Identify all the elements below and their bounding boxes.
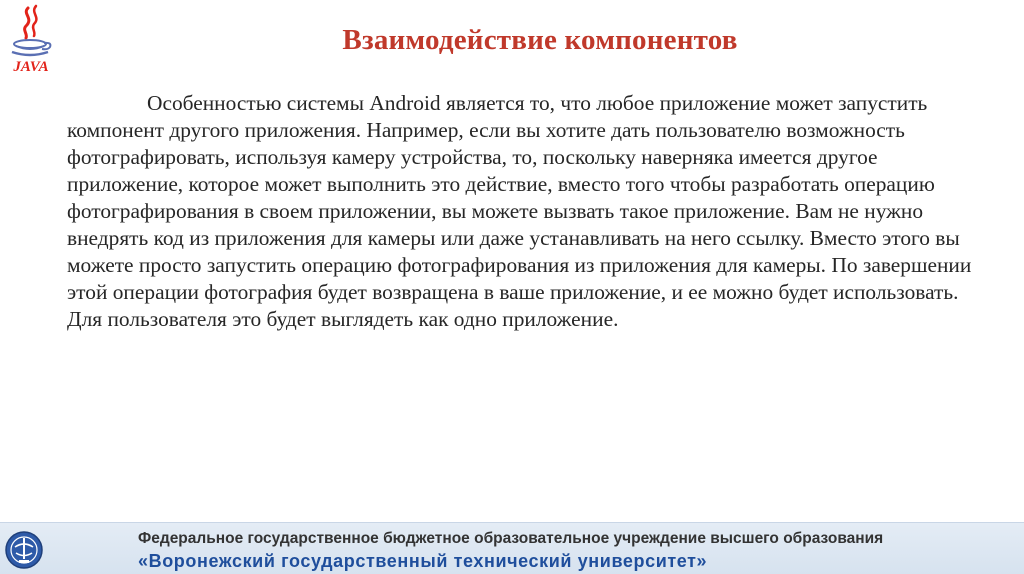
footer-university-name: «Воронежский государственный технический университет» (138, 551, 708, 571)
slide-body-text: Особенностью системы Android является то, что любое приложение может запустить компонент другого приложения. Например, если вы хотите дать пользователю возможность фотографировать, используя камеру устройства, то, поскольку наверняка имеется другое приложение, которое может выполнить это действие, вместо того чтобы разработать операцию фотографирования в своем приложении, вы можете вызвать такое приложение. Вам не нужно внедрять код из приложения для камеры или даже устанавливать на него ссылку. Вместо этого вы можете просто запустить операцию фотографирования из приложения для камеры. По завершении этой операции фотография будет возвращена в ваше приложение, и ее можно будет использовать. Для пользователя это будет выглядеть как одно приложение. (67, 91, 972, 331)
slide-title: Взаимодействие компонентов (342, 24, 738, 56)
java-logo-text: JAVA (13, 59, 49, 75)
university-emblem-icon (4, 529, 44, 571)
footer-institution-type: Федеральное государственное бюджетное образовательное учреждение высшего образования (138, 530, 884, 547)
footer-bar (0, 522, 1024, 574)
university-emblem (4, 529, 44, 571)
